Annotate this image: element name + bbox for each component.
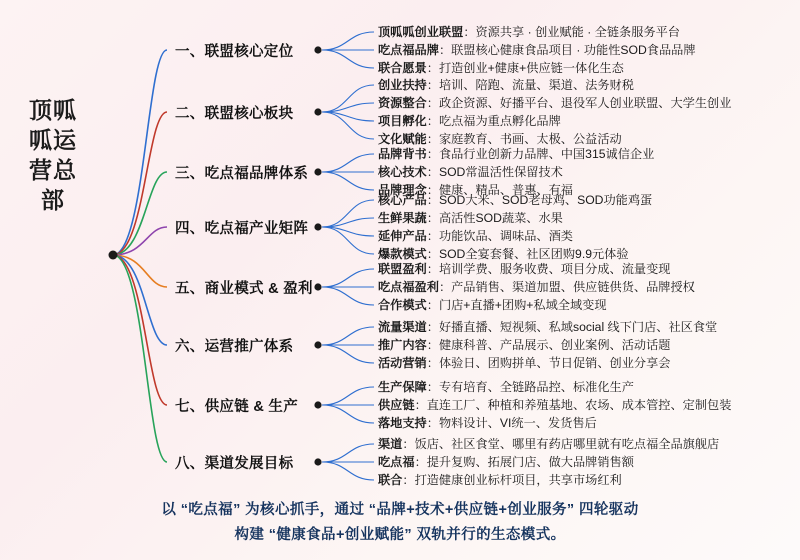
- leaf-text: 好播直播、短视频、私域social 线下门店、社区食堂: [438, 320, 718, 334]
- leaf-curve: [322, 327, 374, 345]
- leaf-item[interactable]: [378, 318, 717, 336]
- leaf-curve: [322, 387, 374, 405]
- leaf-key: 活动营销: [378, 356, 427, 370]
- leaf-key: 延伸产品: [378, 229, 427, 243]
- leaf-text: SOD常温活性保留技术: [438, 165, 563, 179]
- leaf-key: 顶呱呱创业联盟: [378, 25, 464, 39]
- branch-label-4[interactable]: 四、吃点福产业矩阵: [175, 221, 309, 237]
- leaf-key: 核心技术: [378, 165, 427, 179]
- leaf-separator: ：: [426, 183, 439, 197]
- leaf-text: 门店+直播+团购+私域全域变现: [438, 298, 607, 312]
- leaf-item[interactable]: [378, 354, 717, 372]
- branch-node-dot: [314, 341, 321, 348]
- leaf-curve: [322, 405, 374, 423]
- leaf-separator: ：: [426, 211, 439, 225]
- leaf-group-1: [378, 23, 696, 77]
- leaf-separator: ：: [426, 320, 439, 334]
- leaf-separator: ：: [426, 165, 439, 179]
- leaf-separator: ：: [426, 229, 439, 243]
- leaf-key: 核心产品: [378, 193, 427, 207]
- leaf-group-2: [378, 76, 731, 148]
- leaf-text: 联盟核心健康食品项目 · 功能性SOD食品品牌: [451, 43, 696, 57]
- leaf-text: 家庭教育、书画、太极、公益活动: [438, 132, 622, 146]
- leaf-separator: ：: [426, 114, 439, 128]
- branch-label-3[interactable]: 三、吃点福品牌体系: [175, 166, 309, 182]
- leaf-text: 食品行业创新力品牌、中国315诚信企业: [438, 147, 655, 161]
- leaf-separator: ：: [426, 380, 439, 394]
- branch-node-dot: [314, 458, 321, 465]
- branch-node-dot: [314, 401, 321, 408]
- leaf-item[interactable]: [378, 94, 731, 112]
- root-node-dot: [109, 251, 118, 260]
- leaf-curve: [322, 287, 374, 305]
- branch-label-2[interactable]: 二、联盟核心板块: [175, 106, 294, 122]
- leaf-separator: ：: [426, 338, 439, 352]
- leaf-item[interactable]: [378, 378, 731, 396]
- leaf-item[interactable]: [378, 76, 731, 94]
- leaf-curve: [322, 50, 374, 68]
- leaf-key: 爆款模式: [378, 247, 427, 261]
- branch-label-1[interactable]: 一、联盟核心定位: [175, 44, 294, 60]
- leaf-separator: ：: [426, 247, 439, 261]
- leaf-item[interactable]: [378, 435, 719, 453]
- leaf-item[interactable]: [378, 227, 652, 245]
- leaf-key: 吃点福品牌: [378, 43, 439, 57]
- leaf-item[interactable]: [378, 336, 717, 354]
- leaf-text: SOD全宴套餐、社区团购9.9元体验: [438, 247, 629, 261]
- leaf-key: 文化赋能: [378, 132, 427, 146]
- leaf-key: 项目孵化: [378, 114, 427, 128]
- branch-node-dot: [314, 108, 321, 115]
- leaf-curve: [322, 269, 374, 287]
- leaf-curve: [322, 32, 374, 50]
- branch-node-dot: [314, 283, 321, 290]
- leaf-item[interactable]: [378, 453, 719, 471]
- leaf-key: 吃点福盈利: [378, 280, 439, 294]
- leaf-text: 打造创业+健康+供应链一体化生态: [438, 61, 624, 75]
- leaf-text: 健康科普、产品展示、创业案例、活动话题: [438, 338, 671, 352]
- leaf-item[interactable]: [378, 471, 719, 489]
- branch-curves: [113, 50, 167, 462]
- leaf-key: 联合: [378, 473, 403, 487]
- leaf-group-5: [378, 260, 695, 314]
- leaf-text: 功能饮品、调味品、酒类: [438, 229, 573, 243]
- leaf-key: 推广内容: [378, 338, 427, 352]
- leaf-key: 创业扶持: [378, 78, 427, 92]
- leaf-text: 吃点福为重点孵化品牌: [438, 114, 561, 128]
- leaf-item[interactable]: [378, 163, 654, 181]
- leaf-item[interactable]: [378, 396, 731, 414]
- branch-label-5[interactable]: 五、商业模式 & 盈利: [175, 281, 313, 297]
- leaf-curves: [322, 32, 374, 480]
- leaf-key: 品牌背书: [378, 147, 427, 161]
- leaf-key: 生产保障: [378, 380, 427, 394]
- branch-node-dot: [314, 168, 321, 175]
- leaf-separator: ：: [426, 298, 439, 312]
- leaf-curve: [322, 172, 374, 190]
- leaf-key: 流量渠道: [378, 320, 427, 334]
- leaf-curve: [322, 444, 374, 462]
- leaf-item[interactable]: [378, 59, 696, 77]
- leaf-text: SOD大米、SOD老母鸡、SOD功能鸡蛋: [438, 193, 653, 207]
- leaf-separator: ：: [426, 193, 439, 207]
- leaf-item[interactable]: [378, 414, 731, 432]
- leaf-separator: ：: [402, 473, 415, 487]
- leaf-text: 资源共享 · 创业赋能 · 全链条服务平台: [475, 25, 680, 39]
- leaf-key: 供应链: [378, 398, 415, 412]
- leaf-text: 直连工厂、种植和养殖基地、农场、成本管控、定制包装: [426, 398, 732, 412]
- leaf-text: 健康、精品、普惠、有福: [438, 183, 573, 197]
- leaf-text: 打造健康创业标杆项目，共享市场红利: [414, 473, 622, 487]
- branch-label-7[interactable]: 七、供应链 & 生产: [175, 399, 299, 415]
- leaf-text: 体验日、团购拼单、节日促销、创业分享会: [438, 356, 671, 370]
- leaf-text: 专有培育、全链路品控、标准化生产: [438, 380, 634, 394]
- leaf-separator: ：: [463, 25, 476, 39]
- leaf-text: 培训、陪跑、流量、渠道、法务财税: [438, 78, 634, 92]
- leaf-item[interactable]: [378, 191, 652, 209]
- leaf-key: 生鲜果蔬: [378, 211, 427, 225]
- leaf-separator: ：: [414, 455, 427, 469]
- leaf-group-6: [378, 318, 717, 372]
- leaf-separator: ：: [426, 132, 439, 146]
- leaf-separator: ：: [426, 61, 439, 75]
- leaf-text: 高活性SOD蔬菜、水果: [438, 211, 563, 225]
- branch-node-dot: [314, 223, 321, 230]
- leaf-separator: ：: [426, 356, 439, 370]
- footer-line-1: 以 “吃点福” 为核心抓手，通过 “品牌+技术+供应链+创业服务” 四轮驱动: [161, 502, 639, 518]
- leaf-item[interactable]: [378, 23, 696, 41]
- leaf-text: 政企资源、好播平台、退役军人创业联盟、大学生创业: [438, 96, 732, 110]
- leaf-item[interactable]: [378, 145, 654, 163]
- leaf-key: 渠道: [378, 437, 403, 451]
- footer-summary: [0, 498, 800, 548]
- leaf-text: 饭店、社区食堂、哪里有药店哪里就有吃点福全品旗舰店: [414, 437, 720, 451]
- leaf-separator: ：: [426, 147, 439, 161]
- leaf-separator: ：: [426, 78, 439, 92]
- leaf-group-4: [378, 191, 652, 263]
- leaf-separator: ：: [414, 398, 427, 412]
- leaf-group-7: [378, 378, 731, 432]
- leaf-curve: [322, 462, 374, 480]
- leaf-text: 产品销售、渠道加盟、供应链供货、品牌授权: [451, 280, 695, 294]
- leaf-item[interactable]: [378, 260, 695, 278]
- leaf-separator: ：: [438, 280, 452, 294]
- branch-label-6[interactable]: 六、运营推广体系: [175, 339, 294, 355]
- leaf-item[interactable]: [378, 41, 696, 59]
- branch-node-dot: [314, 46, 321, 53]
- leaf-key: 品牌理念: [378, 183, 427, 197]
- leaf-separator: ：: [402, 437, 415, 451]
- leaf-group-8: [378, 435, 719, 489]
- leaf-key: 合作模式: [378, 298, 427, 312]
- leaf-curve: [322, 345, 374, 363]
- branch-label-8[interactable]: 八、渠道发展目标: [175, 456, 294, 472]
- leaf-key: 吃点福: [378, 455, 415, 469]
- leaf-item[interactable]: [378, 278, 695, 296]
- leaf-text: 培训学费、服务收费、项目分成、流量变现: [438, 262, 671, 276]
- leaf-text: 提升复购、拓展门店、做大品牌销售额: [426, 455, 634, 469]
- root-title: 顶呱呱运营总部: [29, 97, 77, 213]
- leaf-curve: [322, 154, 374, 172]
- leaf-separator: ：: [426, 416, 439, 430]
- footer-line-2: 构建 “健康食品+创业赋能” 双轨并行的生态模式。: [234, 527, 566, 543]
- leaf-item[interactable]: [378, 296, 695, 314]
- leaf-separator: ：: [438, 43, 452, 57]
- leaf-separator: ：: [426, 262, 439, 276]
- leaf-separator: ：: [426, 96, 439, 110]
- leaf-text: 物料设计、VI统一、发货售后: [438, 416, 597, 430]
- leaf-key: 落地支持: [378, 416, 427, 430]
- leaf-item[interactable]: [378, 112, 731, 130]
- leaf-key: 资源整合: [378, 96, 427, 110]
- leaf-item[interactable]: [378, 209, 652, 227]
- leaf-key: 联盟盈利: [378, 262, 427, 276]
- leaf-key: 联合愿景: [378, 61, 427, 75]
